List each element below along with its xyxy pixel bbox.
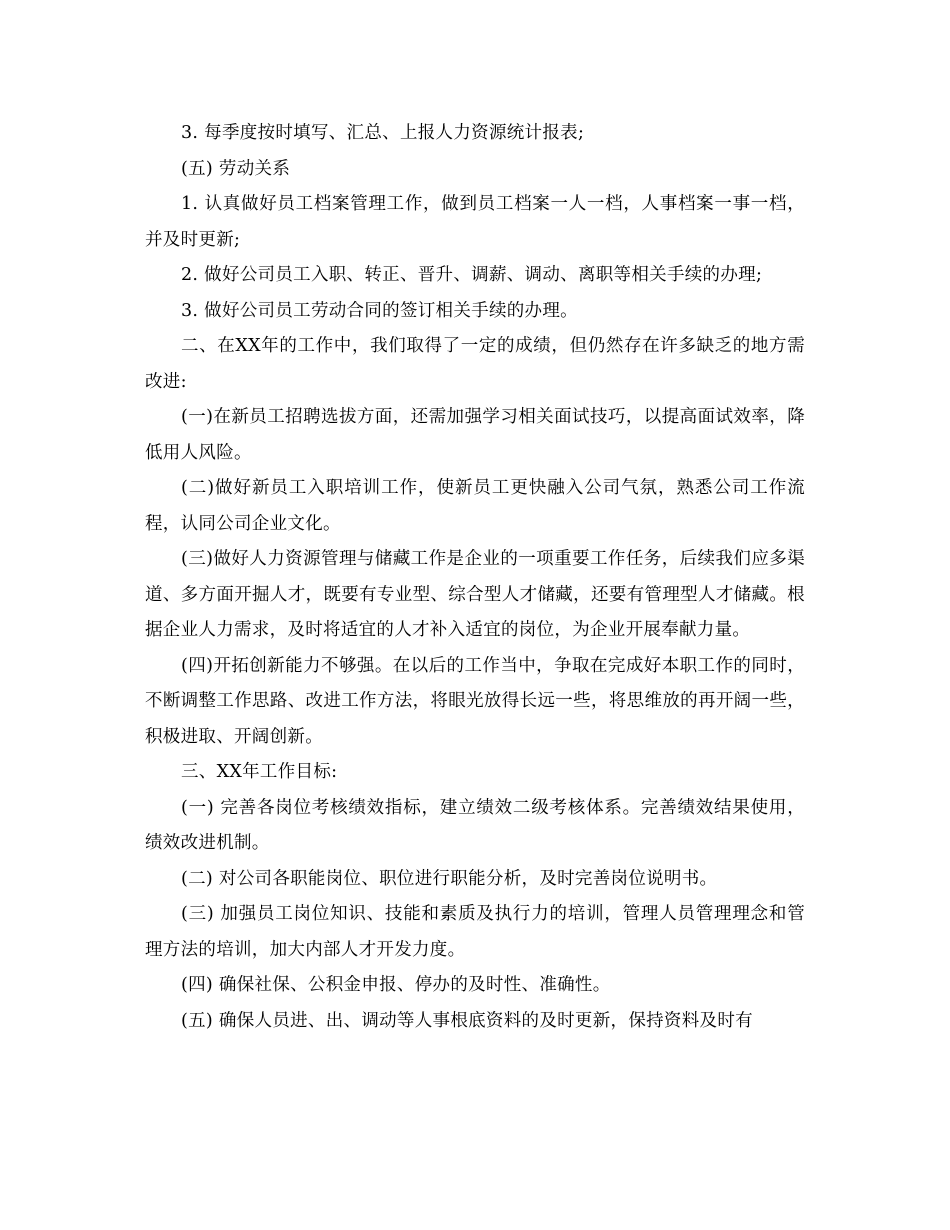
heading-improvements: 二、在XX年的工作中，我们取得了一定的成绩，但仍然存在许多缺乏的地方需改进: — [145, 336, 805, 392]
paragraph-talent-reserve: (三)做好人力资源管理与储藏工作是企业的一项重要工作任务，后续我们应多渠道、多方面开掘人才，既要有专业型、综合型人才储藏，还要有管理型人才储藏。根据企业人力需求，及时将适宜的人才补入适宜的岗位，为企业开展奉献力量。 — [145, 549, 805, 640]
paragraph-innovation: (四)开拓创新能力不够强。在以后的工作当中，争取在完成好本职工作的同时，不断调整工作思路、改进工作方法，将眼光放得长远一些，将思维放的再开阔一些，积极进取、开阔创新。 — [145, 655, 805, 747]
paragraph-performance-goal: (一) 完善各岗位考核绩效指标，建立绩效二级考核体系。完善绩效结果使用，绩效改进机制。 — [145, 797, 805, 853]
paragraph-job-analysis-goal: (二) 对公司各职能岗位、职位进行职能分析，及时完善岗位说明书。 — [181, 868, 718, 889]
heading-labor-relations: (五) 劳动关系 — [181, 158, 291, 179]
paragraph-recruitment: (一)在新员工招聘选拔方面，还需加强学习相关面试技巧，以提高面试效率，降低用人风险。 — [145, 407, 805, 463]
document-body — [145, 116, 805, 1039]
paragraph-statistics-report: 3. 每季度按时填写、汇总、上报人力资源统计报表; — [181, 123, 585, 143]
paragraph-records-goal: (五) 确保人员进、出、调动等人事根底资料的及时更新，保持资料及时有 — [181, 1010, 753, 1031]
paragraph-onboarding-training: (二)做好新员工入职培训工作，使新员工更快融入公司气氛，熟悉公司工作流程，认同公司企业文化。 — [145, 478, 805, 534]
paragraph-hr-procedures: 2. 做好公司员工入职、转正、晋升、调薪、调动、离职等相关手续的办理; — [181, 265, 763, 285]
paragraph-labor-contract: 3. 做好公司员工劳动合同的签订相关手续的办理。 — [181, 300, 578, 321]
paragraph-training-goal: (三) 加强员工岗位知识、技能和素质及执行力的培训，管理人员管理理念和管理方法的培训，加大内部人才开发力度。 — [145, 904, 805, 960]
paragraph-archive-management: 1. 认真做好员工档案管理工作，做到员工档案一人一档，人事档案一事一档，并及时更新; — [145, 194, 805, 250]
heading-work-goals: 三、XX年工作目标: — [181, 762, 338, 782]
paragraph-social-security-goal: (四) 确保社保、公积金申报、停办的及时性、准确性。 — [181, 975, 611, 995]
